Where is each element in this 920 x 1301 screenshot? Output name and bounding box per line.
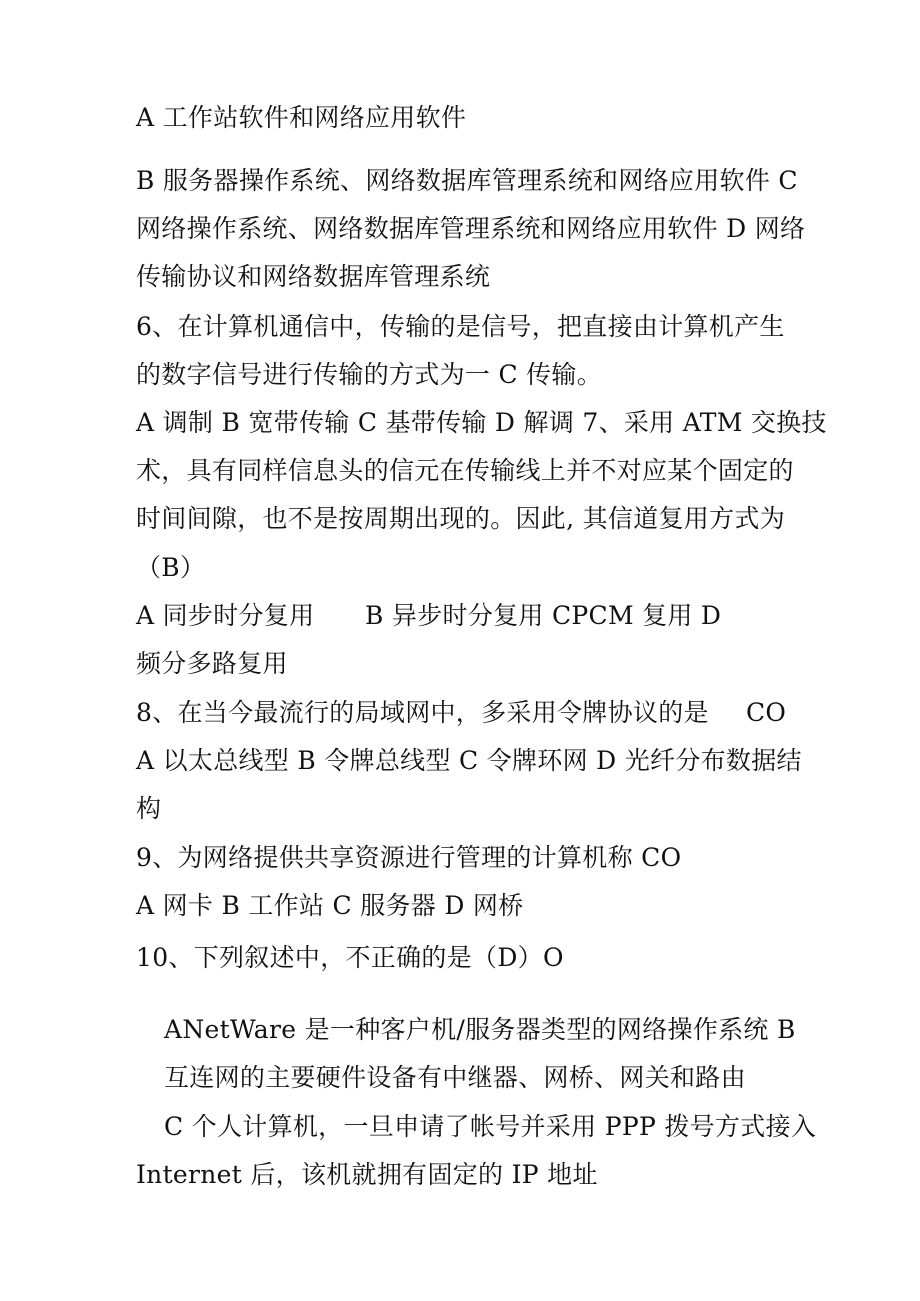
text-line: A 工作站软件和网络应用软件 <box>136 103 467 132</box>
text-line: B 服务器操作系统、网络数据库管理系统和网络应用软件 C <box>136 166 798 195</box>
option-line: 互连网的主要硬件设备有中继器、网桥、网关和路由 <box>164 1063 746 1092</box>
text-line: 频分多路复用 <box>136 649 288 678</box>
text-line: 时间间隙，也不是按周期出现的。因此, 其信道复用方式为 <box>136 504 785 533</box>
text-line: 术，具有同样信息头的信元在传输线上并不对应某个固定的 <box>136 456 794 485</box>
text-line: A 网卡 B 工作站 C 服务器 D 网桥 <box>136 891 524 920</box>
option-line: ANetWare 是一种客户机/服务器类型的网络操作系统 B <box>164 1015 796 1044</box>
text-line: A 以太总线型 B 令牌总线型 C 令牌环网 D 光纤分布数据结 <box>136 746 802 775</box>
question-8: 8、在当今最流行的局域网中，多采用令牌协议的是 <box>136 698 709 727</box>
text-line: 构 <box>136 794 162 823</box>
text-line: A 调制 B 宽带传输 C 基带传输 D 解调 7、采用 ATM 交换技 <box>136 408 827 437</box>
text-line: 网络操作系统、网络数据库管理系统和网络应用软件 D 网络 <box>136 214 806 243</box>
text-line: （B） <box>136 553 206 582</box>
question-9: 9、为网络提供共享资源进行管理的计算机称 CO <box>136 843 682 872</box>
option-line: C 个人计算机，一旦申请了帐号并采用 PPP 拨号方式接入 <box>164 1112 817 1141</box>
text-line: Internet 后，该机就拥有固定的 IP 地址 <box>136 1160 598 1189</box>
text-line: 的数字信号进行传输的方式为一 C 传输。 <box>136 360 603 389</box>
question-10: 10、下列叙述中，不正确的是（D）O <box>136 943 564 972</box>
text-line: 传输协议和网络数据库管理系统 <box>136 262 491 291</box>
answer-mark: CO <box>746 698 787 727</box>
text-line: A 同步时分复用 B 异步时分复用 CPCM 复用 D <box>136 601 722 630</box>
question-6: 6、在计算机通信中，传输的是信号，把直接由计算机产生 <box>136 312 785 341</box>
